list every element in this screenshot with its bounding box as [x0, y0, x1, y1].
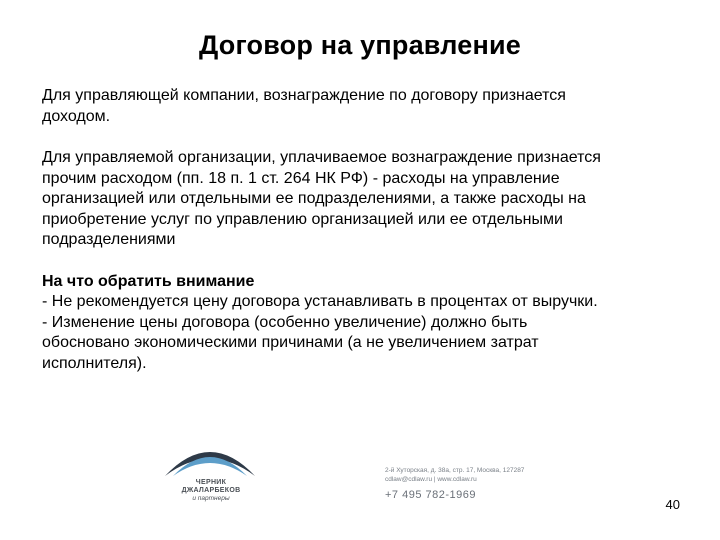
- phone-text: +7 495 782-1969: [385, 489, 476, 501]
- logo-arc-light: [173, 457, 247, 476]
- slide-title: Договор на управление: [198, 30, 521, 60]
- text-line: Для управляющей компании, вознаграждение по договору признается: [42, 87, 566, 104]
- text-line: организацией или отдельными ее подразделениями, а также расходы на: [42, 190, 586, 207]
- text-line: - Не рекомендуется цену договора устанавливать в процентах от выручки.: [42, 293, 598, 310]
- paragraph-management-company: [42, 86, 692, 127]
- attention-section: [42, 272, 692, 375]
- contact-info: [385, 466, 585, 502]
- text-line: приобретение услуг по управлению организацией или ее отдельными: [42, 210, 563, 228]
- attention-heading: На что обратить внимание: [42, 272, 255, 290]
- paragraph-managed-organization: [42, 148, 692, 251]
- email-web-text: cdlaw@cdlaw.ru | www.cdlaw.ru: [385, 476, 477, 483]
- logo-line: ДЖАЛАРБЕКОВ: [181, 487, 241, 494]
- text-line: доходом.: [42, 107, 111, 125]
- text-line: Для управляемой организации, уплачиваемое вознаграждение признается: [42, 149, 601, 166]
- text-line: прочим расходом (пп. 18 п. 1 ст. 264 НК РФ) - расходы на управление: [42, 169, 560, 187]
- page-number: 40: [665, 497, 680, 512]
- text-line: - Изменение цены договора (особенно увеличение) должно быть: [42, 313, 528, 331]
- text-line: исполнителя).: [42, 354, 147, 372]
- text-line: подразделениями: [42, 231, 176, 248]
- company-logo: [155, 432, 265, 520]
- logo-line: ЧЕРНИК: [195, 479, 227, 486]
- logo-wordmark: [158, 479, 264, 503]
- address-text: 2-й Хуторская, д. 38а, стр. 17, Москва, 127287: [385, 467, 525, 474]
- text-line: обосновано экономическими причинами (а не увеличением затрат: [42, 334, 539, 351]
- logo-line: и партнеры: [192, 495, 230, 502]
- slide-body: [42, 86, 692, 374]
